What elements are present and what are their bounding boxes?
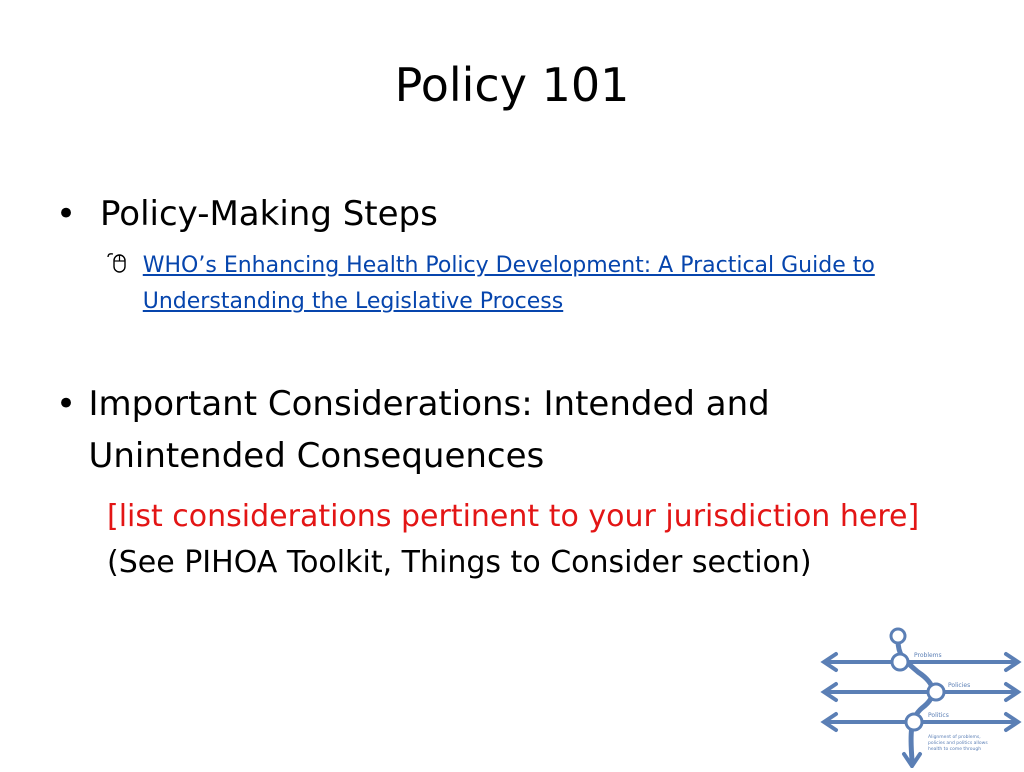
considerations-note: (See PIHOA Toolkit, Things to Consider section) bbox=[107, 545, 812, 580]
sub-bullet-who-guide bbox=[105, 248, 985, 320]
bullet-text: Important Considerations: Intended and Unintended Consequences bbox=[88, 384, 770, 476]
bullet-policy-making-steps bbox=[56, 188, 438, 240]
computer-mouse-icon bbox=[105, 248, 143, 289]
policy-streams-logo bbox=[818, 626, 1024, 768]
who-guide-link[interactable]: WHO’s Enhancing Health Policy Development: A Practical Guide to Understanding the Legislative Process bbox=[142, 253, 875, 314]
considerations-placeholder: [list considerations pertinent to your jurisdiction here] bbox=[107, 499, 920, 534]
considerations-text bbox=[107, 494, 977, 586]
slide-title: Policy 101 bbox=[394, 58, 630, 112]
bullet-dot: • bbox=[56, 384, 77, 424]
bullet-text: Policy-Making Steps bbox=[100, 194, 438, 234]
logo-label-politics: Politics bbox=[928, 712, 949, 719]
logo-caption: Alignment of problems, policies and politics allows health to come through bbox=[928, 735, 988, 752]
bullet-important-considerations bbox=[56, 378, 936, 482]
bullet-dot: • bbox=[56, 194, 77, 234]
logo-label-policies: Policies bbox=[948, 682, 971, 689]
logo-label-problems: Problems bbox=[914, 652, 942, 659]
